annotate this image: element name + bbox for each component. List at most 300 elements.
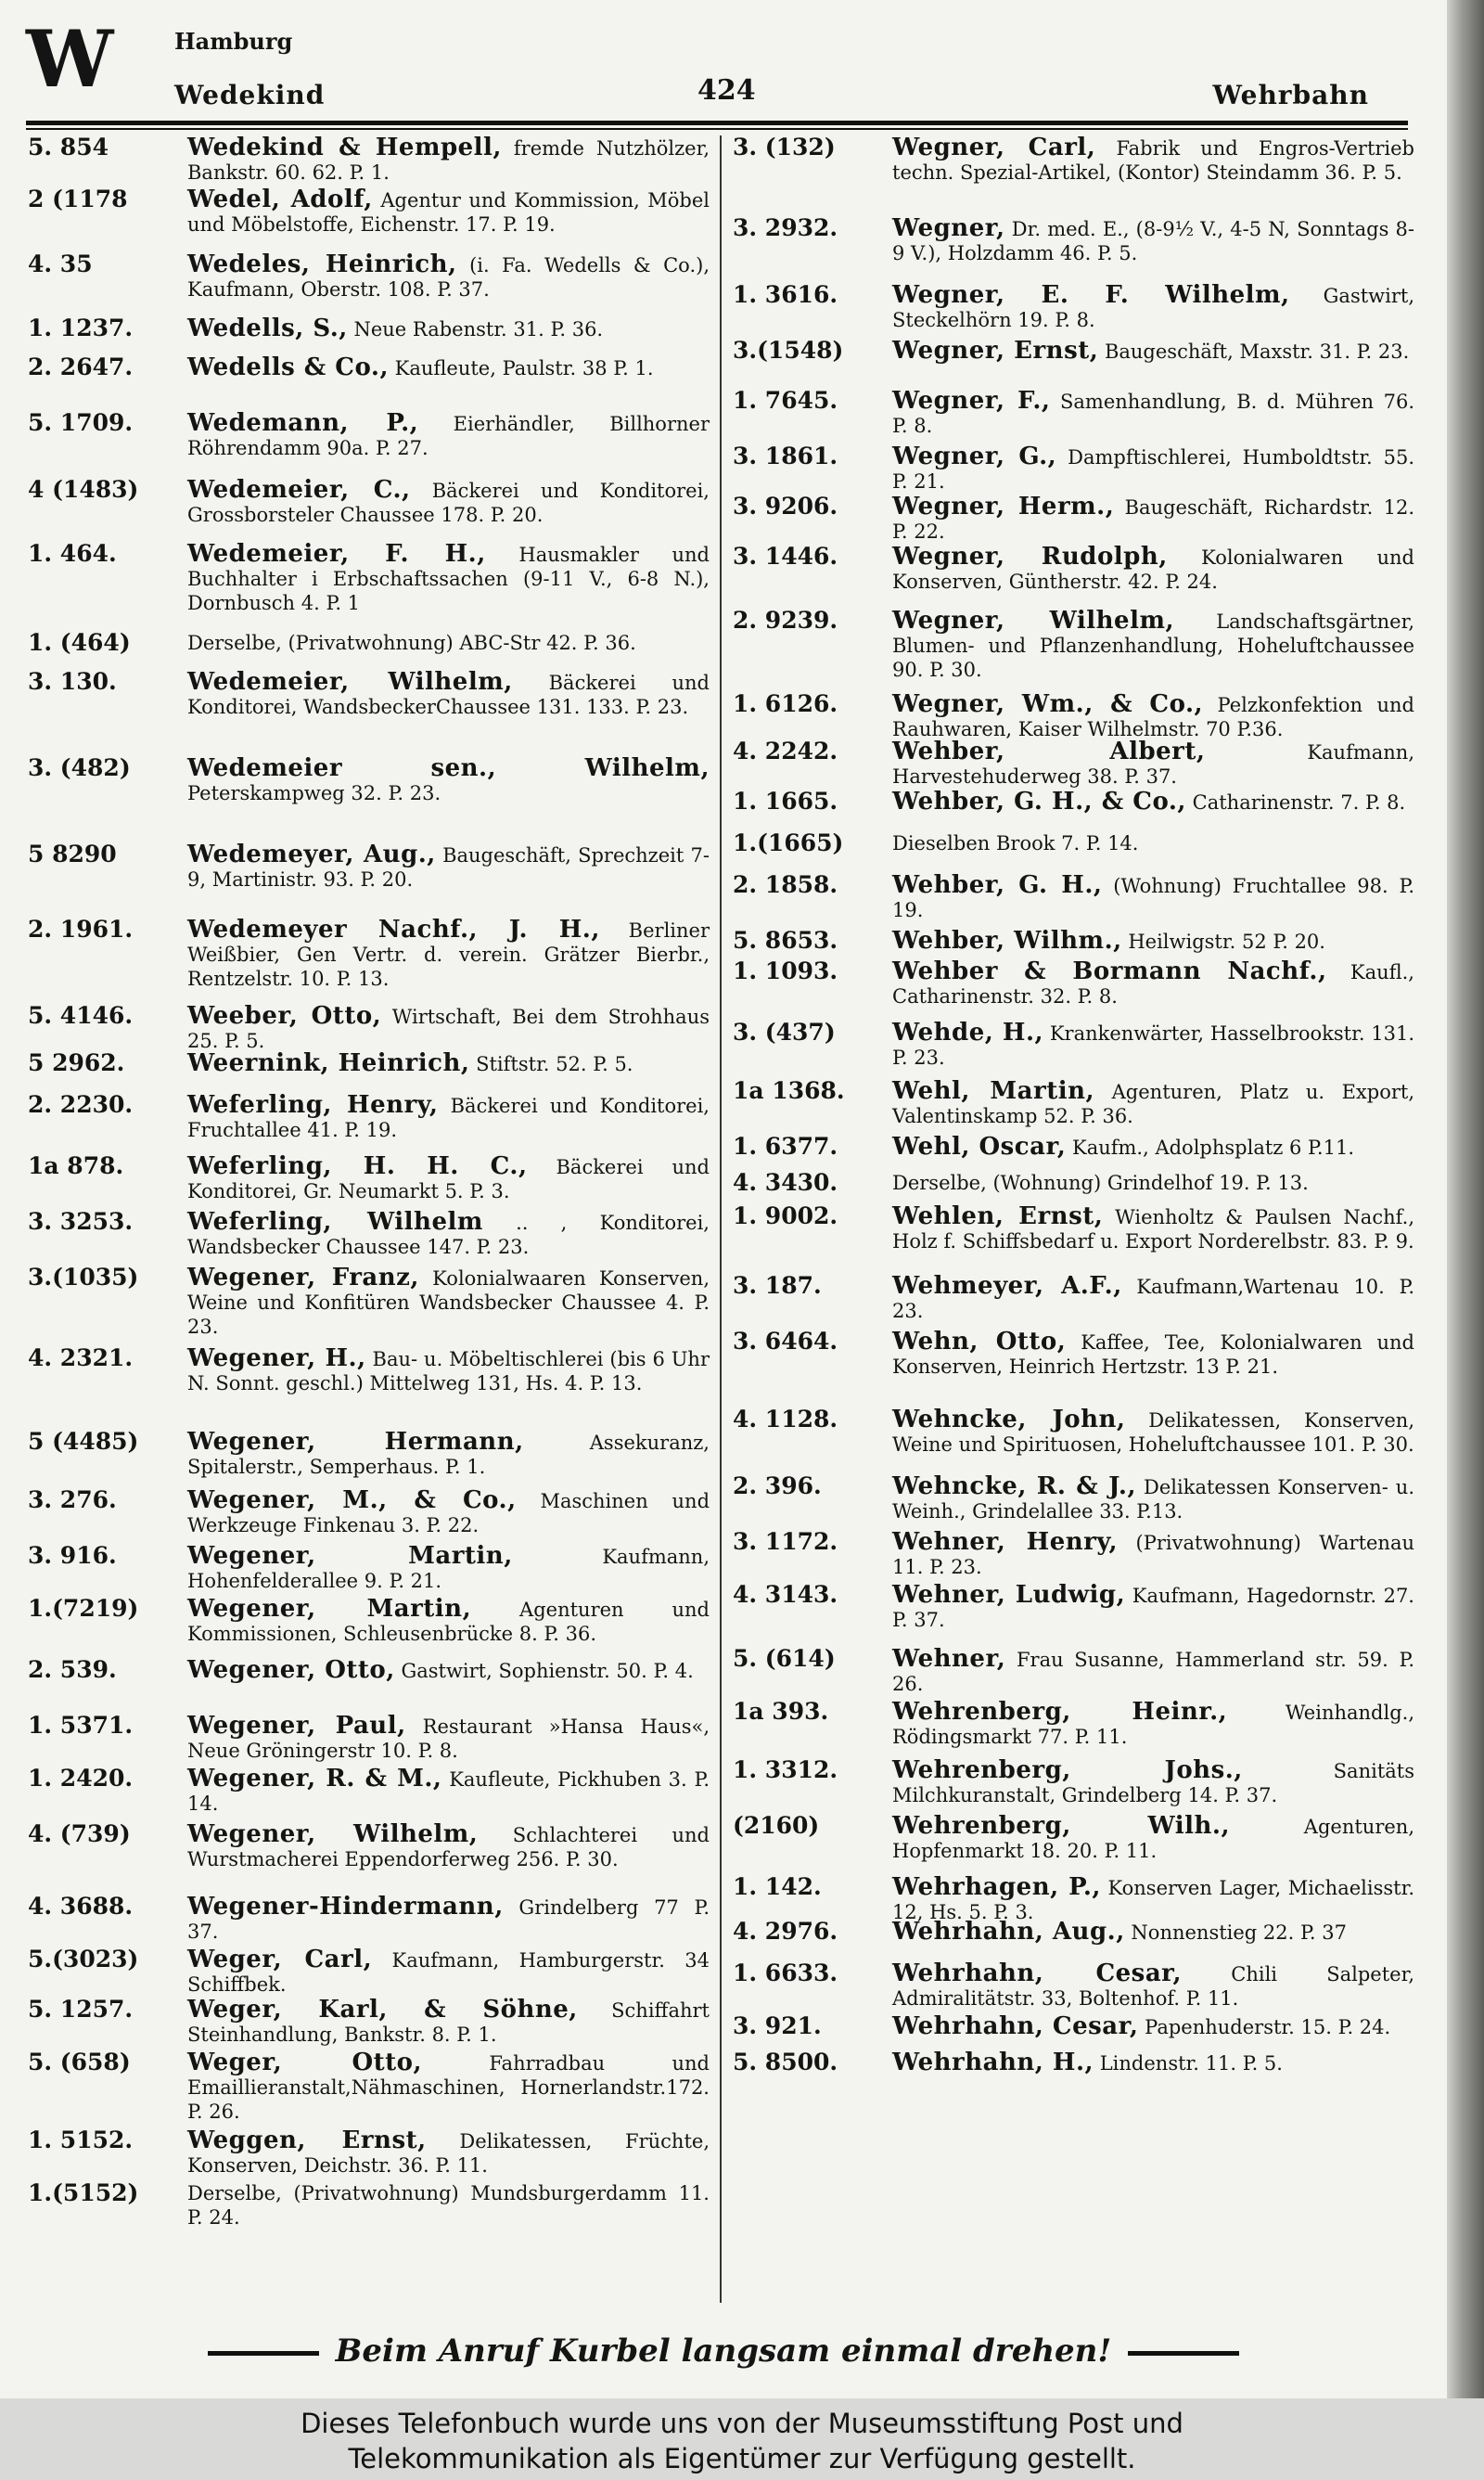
subscriber-details: Konserven Lager, Michaelisstr. 12, Hs. 5. P. 3. xyxy=(892,1877,1414,1923)
subscriber-details: Lindenstr. 11. P. 5. xyxy=(1094,2052,1283,2075)
subscriber-name: Wehber, G. H., xyxy=(892,871,1103,899)
subscriber-details: Agentur und Kommission, Möbel und Möbelstoffe, Eichenstr. 17. P. 19. xyxy=(187,188,710,236)
phone-number: 1a 878. xyxy=(28,1152,124,1179)
subscriber-details: Eierhändler, Billhorner Röhrendamm 90a. P. 27. xyxy=(187,413,710,459)
subscriber-details: Baugeschäft, Maxstr. 31. P. 23. xyxy=(1098,341,1410,363)
directory-entry xyxy=(733,1920,1414,1945)
phone-number: (2160) xyxy=(733,1812,820,1839)
subscriber-name: Wehl, Martin, xyxy=(892,1077,1095,1105)
directory-entry xyxy=(733,283,1414,332)
phone-number: 1. 2420. xyxy=(28,1765,134,1792)
entry-text xyxy=(187,1597,710,1646)
subscriber-details: Kaufleute, Pickhuben 3. P. 14. xyxy=(187,1768,710,1815)
subscriber-details: Restaurant »Hansa Haus«, Neue Gröningerstr 10. P. 8. xyxy=(187,1715,710,1762)
entry-text xyxy=(892,1758,1414,1807)
phone-number: 4. (739) xyxy=(28,1820,131,1847)
subscriber-details: Kaufm., Adolphsplatz 6 P.11. xyxy=(1066,1137,1355,1159)
phone-number: 1a 1368. xyxy=(733,1077,845,1104)
directory-entry xyxy=(733,1204,1414,1253)
subscriber-details: Gastwirt, Steckelhörn 19. P. 8. xyxy=(892,285,1414,331)
phone-number: 1a 393. xyxy=(733,1698,829,1725)
subscriber-details: Kaufmann, Hagedornstr. 27. P. 37. xyxy=(892,1585,1414,1631)
subscriber-name: Wehncke, John, xyxy=(892,1406,1126,1433)
subscriber-details: Agenturen, Platz u. Export, Valentinskamp 52. P. 36. xyxy=(892,1081,1414,1127)
entry-text xyxy=(187,1004,710,1053)
directory-entry xyxy=(28,1658,710,1683)
entry-text xyxy=(187,1895,710,1944)
subscriber-name: Wehrhahn, Cesar, xyxy=(892,1960,1183,1987)
entry-text xyxy=(892,1407,1414,1457)
page-edge-shadow xyxy=(1447,0,1484,2398)
subscriber-name: Wegner, F., xyxy=(892,387,1051,415)
phone-number: 5. (658) xyxy=(28,2049,131,2075)
subscriber-details: Kaufmann,Wartenau 10. P. 23. xyxy=(892,1276,1414,1322)
subscriber-details: Kaufmann, Hamburgerstr. 34 Schiffbek. xyxy=(187,1949,710,1996)
phone-number: 3. 130. xyxy=(28,668,117,695)
entry-text xyxy=(187,411,710,460)
subscriber-details: Frau Susanne, Hammerland str. 59. P. 26. xyxy=(892,1649,1414,1695)
subscriber-details: Schlachterei und Wurstmacherei Eppendorferweg 256. P. 30. xyxy=(187,1824,710,1870)
directory-entry xyxy=(28,478,710,527)
phone-number: 3. 1861. xyxy=(733,443,838,469)
entry-text xyxy=(892,283,1414,332)
entry-text xyxy=(892,1204,1414,1253)
phone-number: 2. 2230. xyxy=(28,1091,134,1118)
subscriber-name: Weger, Carl, xyxy=(187,1946,373,1973)
directory-entry xyxy=(28,316,710,341)
subscriber-details: Heilwigstr. 52 P. 20. xyxy=(1121,931,1325,953)
phone-number: 1. 5371. xyxy=(28,1712,134,1739)
subscriber-details: Kolonialwaren und Konserven, Güntherstr. 42. P. 24. xyxy=(892,546,1415,593)
subscriber-details: Maschinen und Werkzeuge Finkenau 3. P. 22. xyxy=(187,1490,710,1536)
subscriber-name: Wegener-Hindermann, xyxy=(187,1893,504,1921)
phone-number: 4. 35 xyxy=(28,251,93,277)
entry-text xyxy=(187,1430,710,1479)
entry-text xyxy=(187,135,710,185)
phone-number: 1. 3312. xyxy=(733,1756,838,1783)
entry-text xyxy=(892,389,1414,438)
directory-entry xyxy=(28,1822,710,1871)
directory-entry xyxy=(28,2181,710,2229)
subscriber-details: .. , Konditorei, Wandsbecker Chaussee 147. P. 23. xyxy=(187,1212,710,1258)
directory-entry xyxy=(28,1895,710,1944)
subscriber-name: Wedemeier sen., Wilhelm, xyxy=(187,754,710,782)
directory-entry xyxy=(733,2014,1414,2039)
phone-number: 4. 2321. xyxy=(28,1344,134,1371)
phone-number: 5. 4146. xyxy=(28,1002,134,1029)
subscriber-details: Hausmakler und Buchhalter i Erbschaftssachen (9-11 V., 6-8 N.), Dornbusch 4. P. 1 xyxy=(187,544,710,614)
subscriber-details: Derselbe, (Privatwohnung) Mundsburgerdamm 11. P. 24. xyxy=(187,2182,710,2229)
subscriber-details: Pelzkonfektion und Rauhwaren, Kaiser Wilhelmstr. 70 P.36. xyxy=(892,694,1414,740)
directory-entry xyxy=(28,1210,710,1259)
subscriber-name: Wehner, Ludwig, xyxy=(892,1581,1126,1609)
directory-entry xyxy=(28,842,710,892)
phone-number: 5. 1257. xyxy=(28,1996,134,2023)
entry-text xyxy=(187,1154,710,1203)
entry-text xyxy=(187,355,710,380)
phone-number: 3. 921. xyxy=(733,2012,822,2039)
subscriber-name: Wehrenberg, Heinr., xyxy=(892,1698,1228,1726)
entry-text xyxy=(892,959,1414,1009)
phone-number: 1.(7219) xyxy=(28,1595,139,1622)
entry-text xyxy=(187,1346,710,1395)
entry-text xyxy=(187,316,710,341)
entry-text xyxy=(187,1093,710,1142)
entry-text xyxy=(892,545,1414,594)
directory-entry xyxy=(733,1530,1414,1579)
phone-number: 3. 187. xyxy=(733,1272,822,1299)
phone-number: 1. (464) xyxy=(28,629,131,656)
directory-entry xyxy=(733,609,1414,682)
directory-entry xyxy=(733,1961,1414,2011)
subscriber-details: Bäckerei und Konditorei, Fruchtallee 41. P. 19. xyxy=(187,1095,710,1141)
subscriber-name: Weggen, Ernst, xyxy=(187,2127,427,2154)
subscriber-name: Weferling, Wilhelm xyxy=(187,1208,483,1236)
phone-number: 5 2962. xyxy=(28,1049,125,1076)
subscriber-name: Wehner, xyxy=(892,1645,1006,1673)
subscriber-details: Fahrradbau und Emaillieranstalt,Nähmaschinen, Hornerlandstr.172. P. 26. xyxy=(187,2052,710,2123)
directory-entry xyxy=(733,339,1414,364)
subscriber-name: Wehber, Albert, xyxy=(892,738,1206,765)
subscriber-details: Dieselben Brook 7. P. 14. xyxy=(892,832,1139,855)
directory-entry xyxy=(28,1488,710,1537)
directory-entry xyxy=(733,1274,1414,1323)
subscriber-name: Wedemann, P., xyxy=(187,409,419,437)
entry-text xyxy=(892,739,1414,789)
directory-entry xyxy=(733,216,1414,265)
subscriber-name: Wegener, Otto, xyxy=(187,1656,395,1684)
subscriber-name: Wegener, Hermann, xyxy=(187,1428,524,1456)
phone-number: 1.(5152) xyxy=(28,2179,139,2206)
subscriber-details: Delikatessen Konserven- u. Weinh., Grindelallee 33. P.13. xyxy=(892,1476,1414,1523)
directory-entry xyxy=(733,1021,1414,1070)
directory-entry xyxy=(28,670,710,719)
entry-text xyxy=(187,1051,710,1076)
subscriber-name: Weger, Otto, xyxy=(187,2049,423,2076)
subscriber-name: Wegener, Wilhelm, xyxy=(187,1820,479,1848)
phone-number: 3. 9206. xyxy=(733,493,838,520)
directory-entry xyxy=(733,1814,1414,1863)
phone-number: 3. 3253. xyxy=(28,1208,134,1235)
subscriber-name: Wedells & Co., xyxy=(187,353,389,381)
directory-entry xyxy=(28,411,710,460)
directory-entry xyxy=(28,1714,710,1763)
directory-entry xyxy=(28,1093,710,1142)
directory-entry xyxy=(28,252,710,302)
phone-number: 3. (437) xyxy=(733,1019,836,1046)
subscriber-name: Wegner, Rudolph, xyxy=(892,543,1168,571)
subscriber-details: Wirtschaft, Bei dem Strohhaus 25. P. 5. xyxy=(187,1006,710,1052)
phone-number: 1. 464. xyxy=(28,540,117,567)
entry-text xyxy=(892,1700,1414,1749)
subscriber-details: Assekuranz, Spitalerstr., Semperhaus. P. 1. xyxy=(187,1432,710,1478)
phone-number: 1. 3616. xyxy=(733,281,838,308)
phone-number: 5. 1709. xyxy=(28,409,134,436)
directory-entry xyxy=(28,355,710,380)
phone-number: 5. 8500. xyxy=(733,2049,838,2075)
entry-text xyxy=(187,756,710,805)
phone-number: 5. (614) xyxy=(733,1645,836,1672)
phone-number: 2. 1858. xyxy=(733,871,838,898)
entry-text xyxy=(892,929,1414,954)
directory-entry xyxy=(733,1135,1414,1160)
directory-entry xyxy=(28,1051,710,1076)
subscriber-name: Wegner, Herm., xyxy=(892,493,1115,520)
phone-number: 3. 1446. xyxy=(733,543,838,570)
phone-number: 4. 2976. xyxy=(733,1918,838,1945)
subscriber-name: Wedekind & Hempell, xyxy=(187,134,502,161)
entry-text xyxy=(892,1330,1414,1379)
slogan-text: Beim Anruf Kurbel langsam einmal drehen! xyxy=(335,2332,1112,2370)
phone-number: 1. 1093. xyxy=(733,957,838,984)
entry-text xyxy=(892,1920,1414,1945)
phone-number: 4. 2242. xyxy=(733,738,838,765)
subscriber-name: Wehber & Bormann Nachf., xyxy=(892,957,1327,985)
city-name: Hamburg xyxy=(174,28,293,55)
phone-number: 1. 6377. xyxy=(733,1133,838,1160)
directory-entry xyxy=(28,1004,710,1053)
entry-text xyxy=(892,831,1414,855)
entry-text xyxy=(892,790,1414,815)
phone-number: 1. 142. xyxy=(733,1873,822,1900)
subscriber-details: Berliner Weißbier, Gen Vertr. d. verein. Grätzer Bierbr., Rentzelstr. 10. P. 13. xyxy=(187,919,710,990)
phone-number: 3.(1548) xyxy=(733,337,844,364)
entry-text xyxy=(892,2014,1414,2039)
entry-text xyxy=(892,609,1414,682)
subscriber-name: Wegner, Wilhelm, xyxy=(892,607,1175,635)
subscriber-details: Kaufl., Catharinenstr. 32. P. 8. xyxy=(892,961,1414,1008)
directory-entry xyxy=(28,2128,710,2178)
subscriber-name: Wedemeier, F. H., xyxy=(187,540,486,568)
entry-text xyxy=(187,842,710,892)
directory-entry xyxy=(733,1474,1414,1523)
subscriber-name: Wehrenberg, Johs., xyxy=(892,1756,1243,1784)
directory-entry xyxy=(733,790,1414,815)
page-number: 424 xyxy=(697,74,756,107)
section-letter: W xyxy=(26,13,114,105)
directory-entry xyxy=(28,1266,710,1339)
directory-entry xyxy=(733,1079,1414,1128)
directory-entry xyxy=(733,1700,1414,1749)
subscriber-name: Weferling, Henry, xyxy=(187,1091,439,1119)
subscriber-details: Papenhuderstr. 15. P. 24. xyxy=(1138,2016,1391,2038)
subscriber-details: Neue Rabenstr. 31. P. 36. xyxy=(347,318,604,341)
subscriber-details: Bäckerei und Konditorei, WandsbeckerChaussee 131. 133. P. 23. xyxy=(187,672,710,718)
subscriber-name: Wehrhahn, Aug., xyxy=(892,1918,1125,1946)
phone-number: 3. 2932. xyxy=(733,214,838,241)
archive-caption xyxy=(0,2398,1484,2480)
subscriber-details: Grindelberg 77 P. 37. xyxy=(187,1896,710,1943)
subscriber-name: Wegener, Franz, xyxy=(187,1264,419,1291)
subscriber-details: Kolonialwaaren Konserven, Weine und Konfitüren Wandsbecker Chaussee 4. P. 23. xyxy=(187,1267,710,1338)
left-guide-word: Wedekind xyxy=(174,80,326,110)
directory-entry xyxy=(28,187,710,237)
subscriber-details: Peterskampweg 32. P. 23. xyxy=(187,782,441,804)
subscriber-details: Kaufleute, Paulstr. 38 P. 1. xyxy=(389,357,654,379)
directory-entry xyxy=(28,1544,710,1593)
phone-number: 1. 6633. xyxy=(733,1960,838,1986)
directory-entry xyxy=(733,959,1414,1009)
phone-number: 4 (1483) xyxy=(28,476,139,503)
subscriber-details: Krankenwärter, Hasselbrookstr. 131. P. 23. xyxy=(892,1022,1414,1069)
directory-entry xyxy=(733,389,1414,438)
subscriber-details: Fabrik und Engros-Vertrieb techn. Spezial-Artikel, (Kontor) Steindamm 36. P. 5. xyxy=(892,137,1415,184)
subscriber-details: Dr. med. E., (8-9½ V., 4-5 N, Sonntags 8-9 V.), Holzdamm 46. P. 5. xyxy=(892,218,1414,264)
entry-text xyxy=(892,135,1414,185)
subscriber-name: Wegner, Wm., & Co., xyxy=(892,690,1204,718)
subscriber-details: Schiffahrt Steinhandlung, Bankstr. 8. P. 1. xyxy=(187,1999,710,2046)
subscriber-details: Dampftischlerei, Humboldtstr. 55. P. 21. xyxy=(892,446,1414,493)
entry-text xyxy=(892,1171,1414,1195)
entry-text xyxy=(187,670,710,719)
directory-entry xyxy=(733,1330,1414,1379)
subscriber-name: Wehde, H., xyxy=(892,1019,1044,1047)
subscriber-name: Wehrhahn, Cesar, xyxy=(892,2012,1139,2040)
subscriber-name: Wedemeier, C., xyxy=(187,476,411,504)
directory-entry xyxy=(28,135,710,185)
subscriber-name: Weferling, H. H. C., xyxy=(187,1152,528,1180)
phone-number: 2 (1178 xyxy=(28,185,128,212)
phone-number: 2. 2647. xyxy=(28,353,134,380)
entry-text xyxy=(187,918,710,991)
entry-text xyxy=(892,1814,1414,1863)
phone-number: 3. (482) xyxy=(28,754,131,781)
subscriber-name: Wehncke, R. & J., xyxy=(892,1472,1137,1500)
subscriber-name: Weernink, Heinrich, xyxy=(187,1049,470,1077)
subscriber-name: Wehl, Oscar, xyxy=(892,1133,1067,1161)
subscriber-details: Baugeschäft, Sprechzeit 7-9, Martinistr. 93. P. 20. xyxy=(187,844,710,891)
subscriber-name: Wehrhagen, P., xyxy=(892,1873,1101,1901)
subscriber-details: Sanitäts Milchkuranstalt, Grindelberg 14. P. 37. xyxy=(892,1760,1414,1806)
subscriber-name: Wegener, H., xyxy=(187,1344,366,1372)
subscriber-details: Weinhandlg., Rödingsmarkt 77. P. 11. xyxy=(892,1702,1414,1748)
subscriber-details: Agenturen und Kommissionen, Schleusenbrücke 8. P. 36. xyxy=(187,1599,710,1645)
phone-number: 2. 396. xyxy=(733,1472,822,1499)
subscriber-details: Bau- u. Möbeltischlerei (bis 6 Uhr N. Sonnt. geschl.) Mittelweg 131, Hs. 4. P. 13. xyxy=(187,1348,710,1394)
directory-entry xyxy=(28,1346,710,1395)
subscriber-details: (Privatwohnung) Wartenau 11. P. 23. xyxy=(892,1532,1415,1578)
subscriber-details: Derselbe, (Wohnung) Grindelhof 19. P. 13. xyxy=(892,1172,1309,1194)
header-rule xyxy=(26,121,1408,130)
directory-entry xyxy=(733,1407,1414,1457)
entry-text xyxy=(892,339,1414,364)
entry-text xyxy=(892,1474,1414,1523)
subscriber-details: (Wohnung) Fruchtallee 98. P. 19. xyxy=(892,875,1414,921)
phone-number: 3. (132) xyxy=(733,134,836,161)
slogan-rule-right xyxy=(1128,2351,1239,2356)
directory-entry xyxy=(733,444,1414,494)
entry-text xyxy=(892,1583,1414,1632)
entry-text xyxy=(892,1274,1414,1323)
phone-number: 3. 1172. xyxy=(733,1528,838,1555)
subscriber-details: Bäckerei und Konditorei, Gr. Neumarkt 5. P. 3. xyxy=(187,1156,710,1202)
entry-text xyxy=(187,1998,710,2047)
subscriber-details: Kaufmann, Harvestehuderweg 38. P. 37. xyxy=(892,741,1414,788)
entry-text xyxy=(892,1135,1414,1160)
phone-number: 5.(3023) xyxy=(28,1946,139,1972)
entry-text xyxy=(187,2050,710,2124)
entry-text xyxy=(187,1544,710,1593)
phone-number: 1. 1665. xyxy=(733,788,838,815)
subscriber-details: Samenhandlung, B. d. Mühren 76. P. 8. xyxy=(892,391,1414,437)
entry-text xyxy=(892,692,1414,741)
directory-entry xyxy=(28,756,710,805)
phone-number: 5. 8653. xyxy=(733,927,838,954)
entry-text xyxy=(892,1079,1414,1128)
subscriber-name: Wehrenberg, Wilh., xyxy=(892,1812,1230,1840)
entry-text xyxy=(892,1647,1414,1696)
directory-entry xyxy=(733,1583,1414,1632)
subscriber-name: Wegner, xyxy=(892,214,1005,242)
subscriber-name: Wehrhahn, H., xyxy=(892,2049,1094,2076)
phone-number: 3.(1035) xyxy=(28,1264,139,1291)
directory-entry xyxy=(733,873,1414,922)
directory-entry xyxy=(28,1767,710,1816)
subscriber-name: Wedells, S., xyxy=(187,315,348,342)
entry-text xyxy=(187,1488,710,1537)
entry-text xyxy=(187,187,710,237)
entry-text xyxy=(892,216,1414,265)
directory-entry xyxy=(733,1171,1414,1195)
subscriber-details: Nonnenstieg 22. P. 37 xyxy=(1124,1921,1347,1944)
phone-number: 2. 539. xyxy=(28,1656,117,1683)
subscriber-details: fremde Nutzhölzer, Bankstr. 60. 62. P. 1. xyxy=(187,137,710,184)
subscriber-name: Wegner, E. F. Wilhelm, xyxy=(892,281,1290,309)
directory-entry xyxy=(28,542,710,615)
subscriber-name: Wedeles, Heinrich, xyxy=(187,251,457,278)
phone-number: 3. 276. xyxy=(28,1486,117,1513)
directory-entry xyxy=(28,1430,710,1479)
directory-entry xyxy=(28,631,710,655)
subscriber-name: Wedemeyer, Aug., xyxy=(187,841,436,868)
phone-number: 2. 1961. xyxy=(28,916,134,943)
entry-text xyxy=(187,542,710,615)
subscriber-name: Wehber, G. H., & Co., xyxy=(892,788,1186,816)
phone-number: 1. 9002. xyxy=(733,1202,838,1229)
phone-number: 1. 6126. xyxy=(733,690,838,717)
subscriber-name: Wegner, Ernst, xyxy=(892,337,1099,365)
entry-text xyxy=(187,1210,710,1259)
subscriber-name: Wehber, Wilhm., xyxy=(892,927,1122,955)
subscriber-details: Baugeschäft, Richardstr. 12. P. 22. xyxy=(892,496,1414,543)
subscriber-details: Delikatessen, Früchte, Konserven, Deichstr. 36. P. 11. xyxy=(187,2130,710,2177)
subscriber-details: Kaufmann, Hohenfelderallee 9. P. 21. xyxy=(187,1546,710,1592)
subscriber-name: Wedemeyer Nachf., J. H., xyxy=(187,916,600,944)
phone-number: 1. 1237. xyxy=(28,315,134,341)
directory-entry xyxy=(28,1154,710,1203)
entry-text xyxy=(187,478,710,527)
directory-entry xyxy=(733,739,1414,789)
entry-text xyxy=(187,1822,710,1871)
directory-entry xyxy=(28,1597,710,1646)
phone-number: 5 (4485) xyxy=(28,1428,139,1455)
phone-number: 1.(1665) xyxy=(733,829,844,856)
phone-number: 4. 3430. xyxy=(733,1169,838,1196)
phone-number: 4. 3143. xyxy=(733,1581,838,1608)
entry-text xyxy=(187,631,710,655)
directory-entry xyxy=(28,1947,710,1997)
subscriber-details: Stiftstr. 52. P. 5. xyxy=(469,1053,633,1075)
right-guide-word: Wehrbahn xyxy=(1212,80,1369,110)
directory-entry xyxy=(733,135,1414,185)
entry-text xyxy=(187,1767,710,1816)
subscriber-details: Landschaftsgärtner, Blumen- und Pflanzenhandlung, Hoheluftchaussee 90. P. 30. xyxy=(892,610,1414,681)
entry-text xyxy=(187,252,710,302)
directory-entry xyxy=(28,2050,710,2124)
subscriber-details: Chili Salpeter, Admiralitätstr. 33, Boltenhof. P. 11. xyxy=(892,1963,1415,2010)
directory-entry xyxy=(733,2050,1414,2075)
subscriber-details: (i. Fa. Wedells & Co.), Kaufmann, Oberstr. 108. P. 37. xyxy=(187,254,710,301)
